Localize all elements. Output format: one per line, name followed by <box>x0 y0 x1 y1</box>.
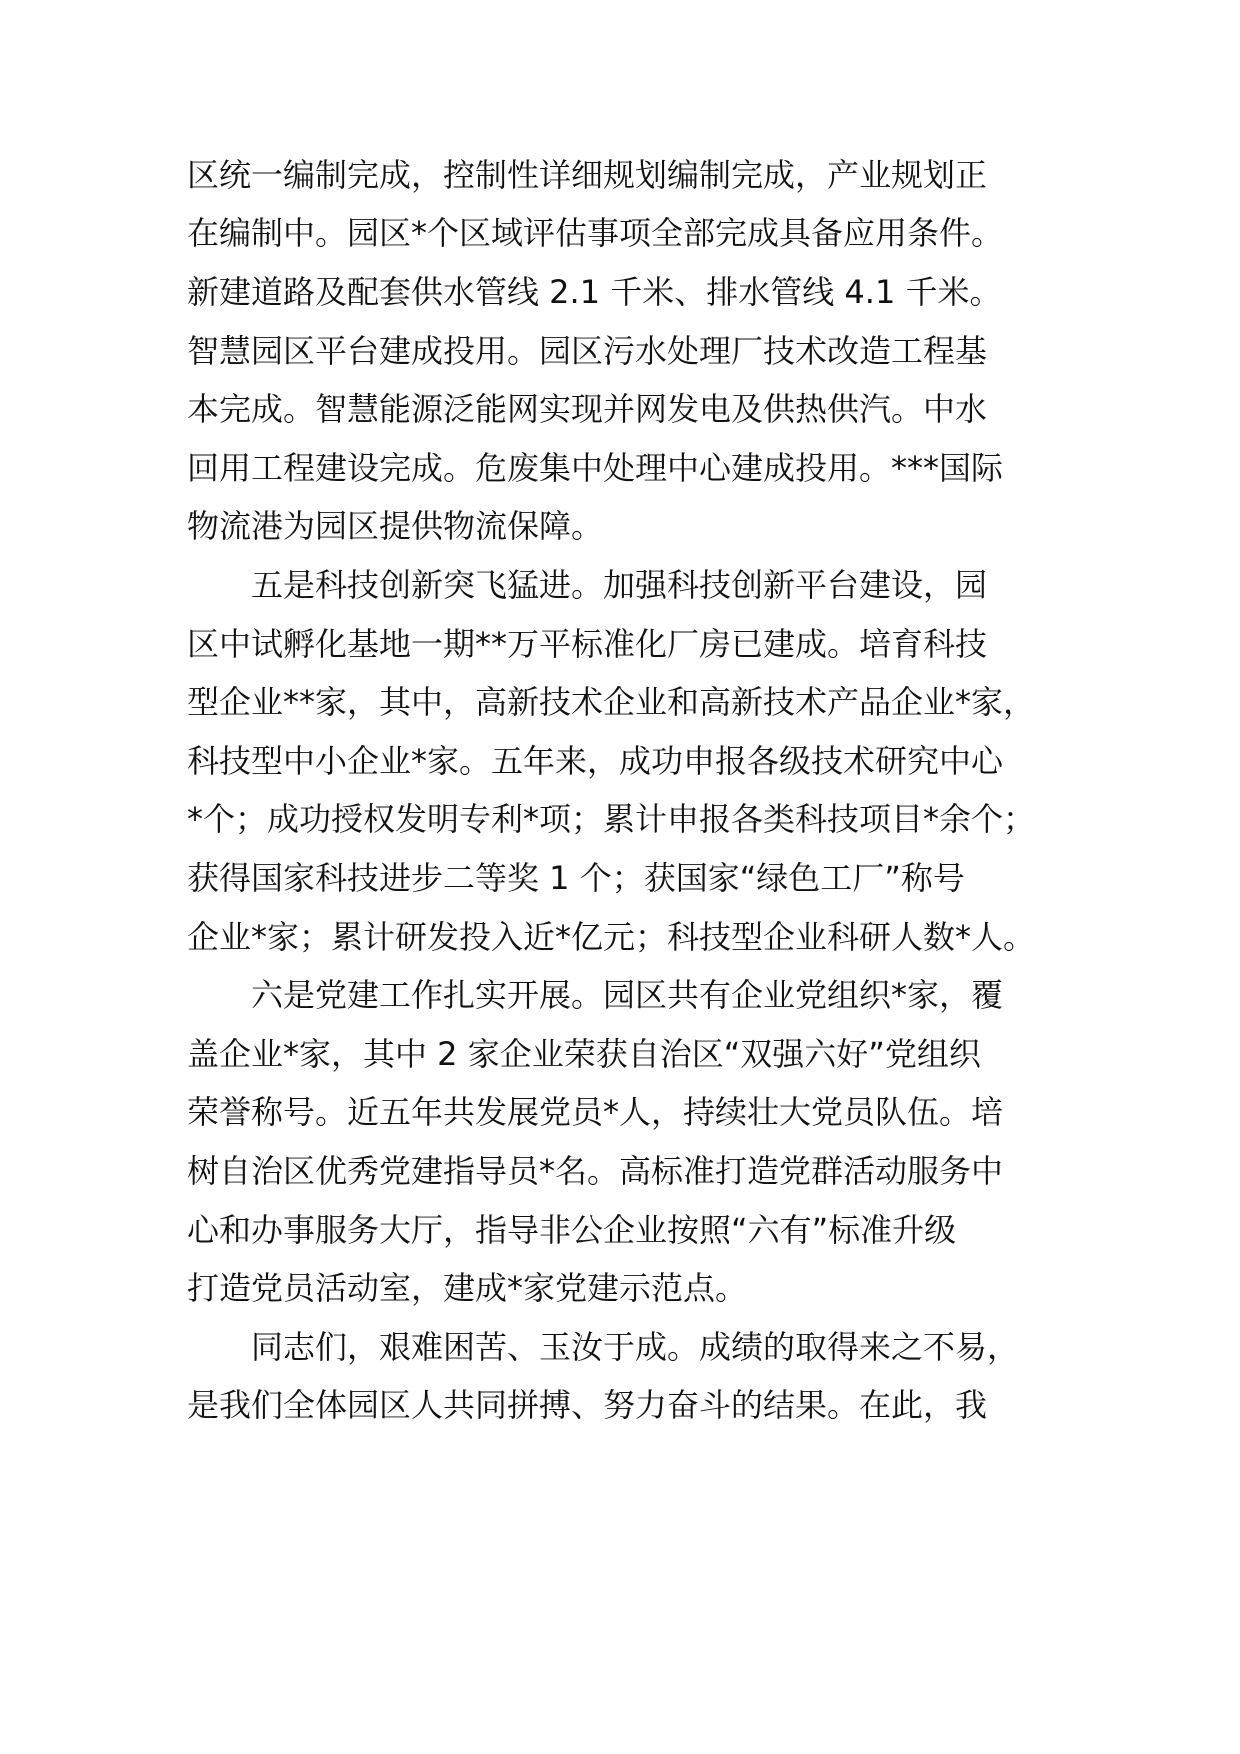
text-line: 企业*家；累计研发投入近*亿元；科技型企业科研人数*人。 <box>187 918 1036 956</box>
text-line: 心和办事服务大厅，指导非公企业按照“六有”标准升级 <box>187 1211 957 1249</box>
text-line: 荣誉称号。近五年共发展党员*人，持续壮大党员队伍。培 <box>187 1093 1004 1131</box>
text-line: 回用工程建设完成。危废集中处理中心建成投用。***国际 <box>187 449 1004 487</box>
paragraph-start-tech-innovation: 五是科技创新突飞猛进。加强科技创新平台建设，园 <box>251 566 988 604</box>
text-line: 智慧园区平台建成投用。园区污水处理厂技术改造工程基 <box>187 332 988 370</box>
text-line: 是我们全体园区人共同拼搏、努力奋斗的结果。在此，我 <box>187 1386 988 1424</box>
text-line: *个；成功授权发明专利*项；累计申报各类科技项目*余个； <box>187 800 1036 838</box>
text-line: 在编制中。园区*个区域评估事项全部完成具备应用条件。 <box>187 214 1004 252</box>
text-line: 打造党员活动室，建成*家党建示范点。 <box>187 1269 748 1307</box>
text-line: 获得国家科技进步二等奖 1 个；获国家“绿色工厂”称号 <box>187 859 965 897</box>
text-line: 本完成。智慧能源泛能网实现并网发电及供热供汽。中水 <box>187 390 988 428</box>
text-line: 区统一编制完成，控制性详细规划编制完成，产业规划正 <box>187 156 988 194</box>
text-line: 新建道路及配套供水管线 2.1 千米、排水管线 4.1 千米。 <box>187 273 1002 311</box>
text-line: 区中试孵化基地一期**万平标准化厂房已建成。培育科技 <box>187 625 988 663</box>
text-line: 科技型中小企业*家。五年来，成功申报各级技术研究中心 <box>187 742 1004 780</box>
paragraph-start-party-building: 六是党建工作扎实开展。园区共有企业党组织*家，覆 <box>251 976 1004 1014</box>
paragraph-start-comrades: 同志们，艰难困苦、玉汝于成。成绩的取得来之不易， <box>251 1328 1020 1366</box>
text-line: 型企业**家，其中，高新技术企业和高新技术产品企业*家， <box>187 683 1036 721</box>
text-line: 树自治区优秀党建指导员*名。高标准打造党群活动服务中 <box>187 1152 1004 1190</box>
text-line: 物流港为园区提供物流保障。 <box>187 507 604 545</box>
text-line: 盖企业*家，其中 2 家企业荣获自治区“双强六好”党组织 <box>187 1035 981 1073</box>
